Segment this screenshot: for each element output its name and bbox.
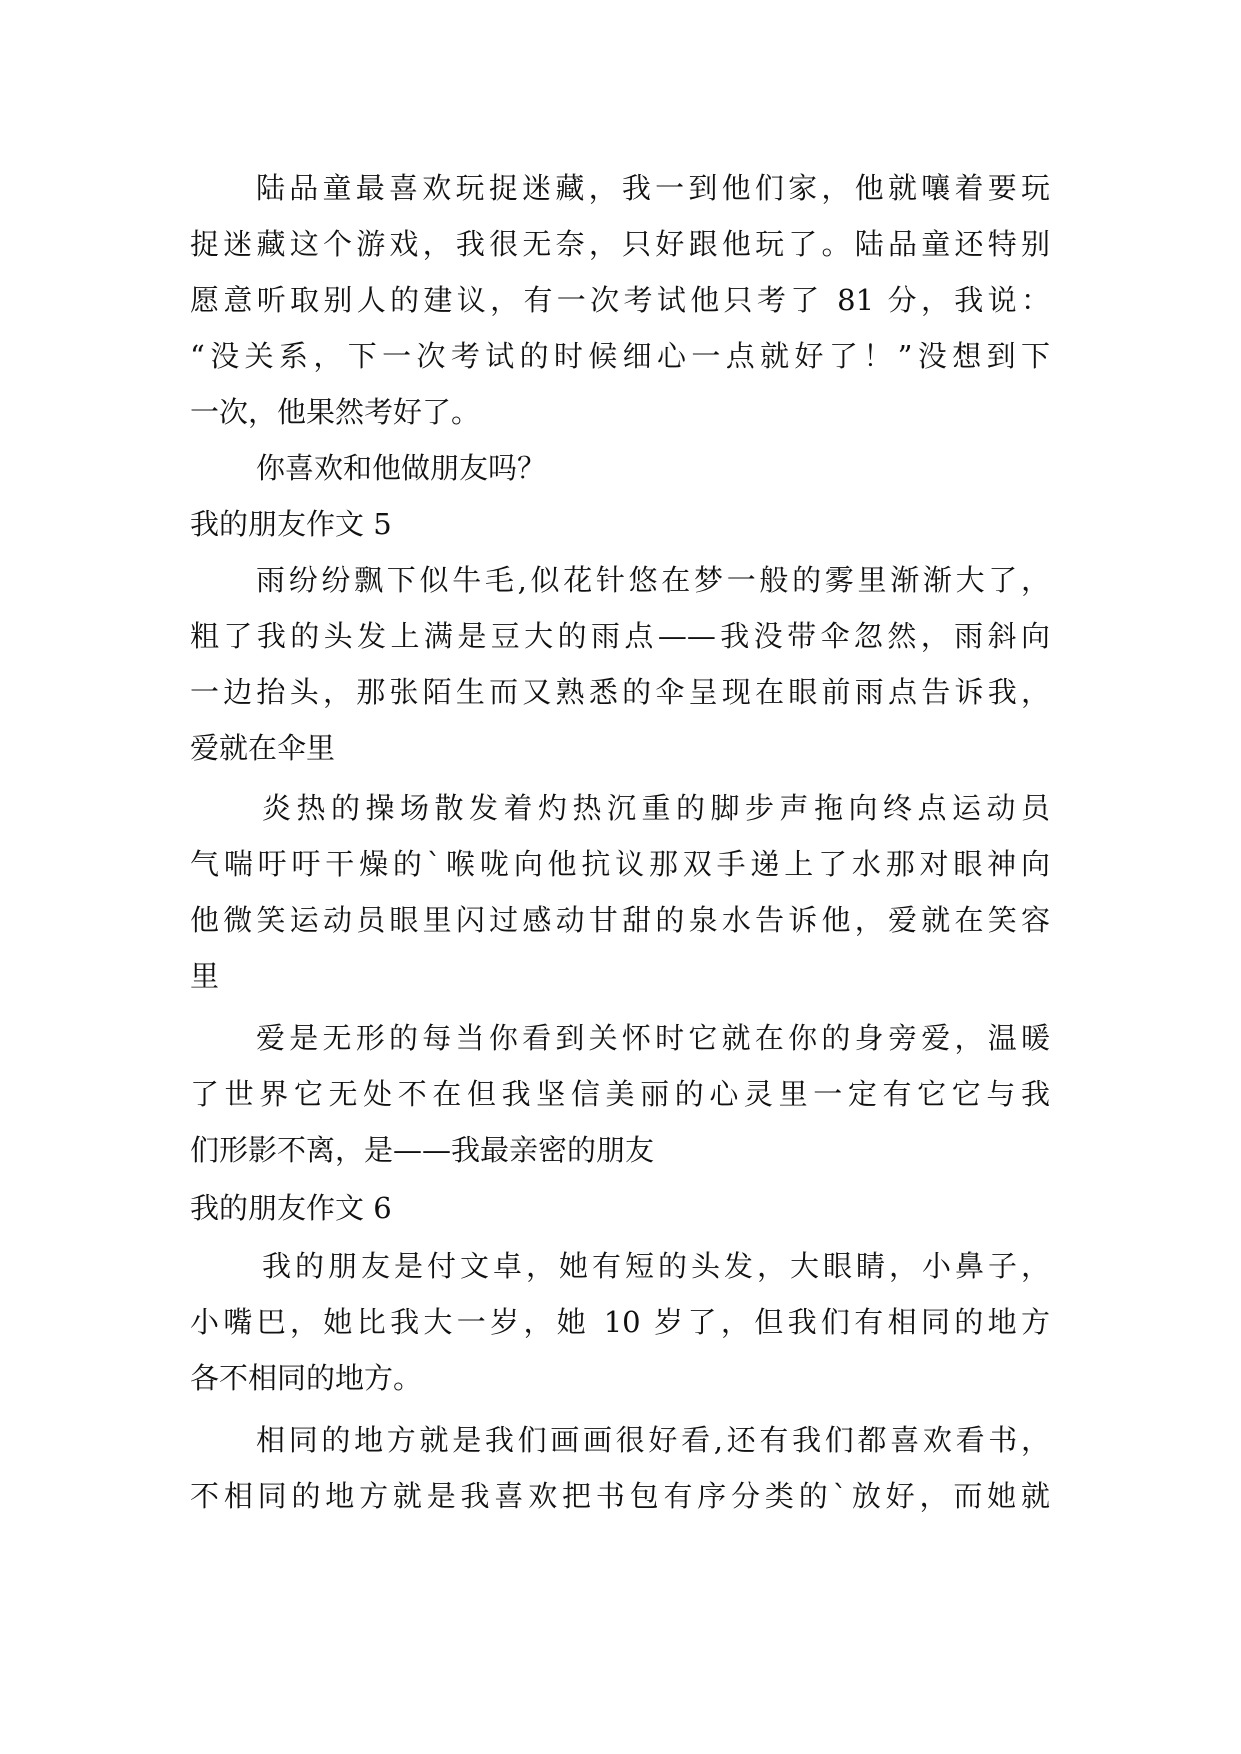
paragraph-line: 我的朋友是付文卓，她有短的头发，大眼睛，小鼻子， — [262, 1249, 1050, 1283]
section-heading: 我的朋友作文 5 — [190, 507, 392, 541]
paragraph-line: 雨纷纷飘下似牛毛,似花针悠在梦一般的雾里渐渐大了， — [256, 563, 1050, 597]
paragraph-line: 们形影不离，是——我最亲密的朋友 — [190, 1133, 655, 1167]
paragraph-line: 小嘴巴，她比我大一岁，她 10 岁了，但我们有相同的地方 — [190, 1305, 1050, 1339]
paragraph-line: 捉迷藏这个游戏，我很无奈，只好跟他玩了。陆品童还特别 — [190, 227, 1050, 261]
paragraph-line: 爱是无形的每当你看到关怀时它就在你的身旁爱，温暖 — [256, 1021, 1050, 1055]
paragraph-line: 你喜欢和他做朋友吗？ — [256, 451, 547, 485]
paragraph-line: 炎热的操场散发着灼热沉重的脚步声拖向终点运动员 — [262, 791, 1050, 825]
paragraph-line: 一次，他果然考好了。 — [190, 395, 481, 429]
paragraph-line: 愿意听取别人的建议，有一次考试他只考了 81 分，我说： — [190, 283, 1050, 317]
paragraph-line: “没关系，下一次考试的时候细心一点就好了！”没想到下 — [190, 339, 1050, 373]
paragraph-line: 相同的地方就是我们画画很好看,还有我们都喜欢看书， — [256, 1423, 1050, 1457]
paragraph-line: 粗了我的头发上满是豆大的雨点——我没带伞忽然，雨斜向 — [190, 619, 1050, 653]
paragraph-line: 不相同的地方就是我喜欢把书包有序分类的`放好，而她就 — [190, 1479, 1050, 1513]
paragraph-line: 一边抬头，那张陌生而又熟悉的伞呈现在眼前雨点告诉我， — [190, 675, 1050, 709]
paragraph-line: 爱就在伞里 — [190, 731, 336, 765]
paragraph-line: 了世界它无处不在但我坚信美丽的心灵里一定有它它与我 — [190, 1077, 1050, 1111]
paragraph-line: 里 — [190, 959, 220, 993]
paragraph-line: 气喘吁吁干燥的`喉咙向他抗议那双手递上了水那对眼神向 — [190, 847, 1050, 881]
paragraph-line: 陆品童最喜欢玩捉迷藏，我一到他们家，他就嚷着要玩 — [256, 171, 1050, 205]
paragraph-line: 他微笑运动员眼里闪过感动甘甜的泉水告诉他，爱就在笑容 — [190, 903, 1050, 937]
section-heading: 我的朋友作文 6 — [190, 1191, 392, 1225]
paragraph-line: 各不相同的地方。 — [190, 1361, 423, 1395]
